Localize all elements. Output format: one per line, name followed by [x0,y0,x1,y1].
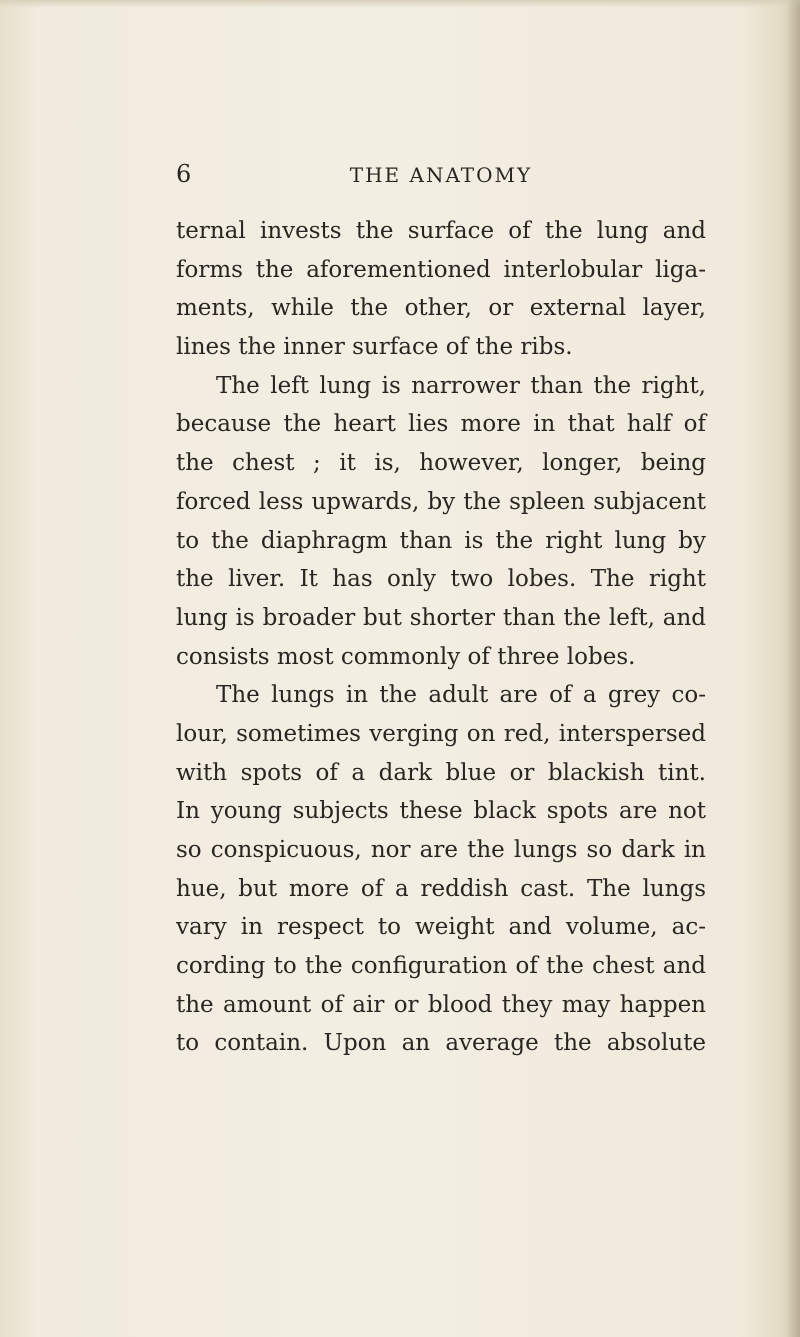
text-line: hue, but more of a reddish cast. The lungs [176,875,706,902]
text-line: the chest ; it is, however, longer, being [176,450,706,477]
text-line: forced less upwards, by the spleen subjacent [176,488,706,515]
text-line: lung is broader but shorter than the left, and [176,604,706,631]
text-line: consists most commonly of three lobes. [176,643,636,670]
text-line: vary in respect to weight and volume, ac- [176,914,706,941]
text-line: so conspicuous, nor are the lungs so dark in [176,837,706,863]
text-line: lines the inner surface of the ribs. [176,334,573,361]
body-text [176,212,706,1063]
text-line: ments, while the other, or external layer, [176,295,706,322]
text-line: The lungs in the adult are of a grey co- [216,682,706,709]
text-line: The left lung is narrower than the right, [216,372,706,399]
text-line: In young subjects these black spots are not [176,798,706,825]
text-line: because the heart lies more in that half of [176,411,706,438]
text-line: to contain. Upon an average the absolute [176,1030,706,1057]
running-head: THE ANATOMY [349,163,533,187]
text-line: the amount of air or blood they may happen [176,991,706,1018]
page-header [176,160,706,190]
text-line: with spots of a dark blue or blackish tint. [176,759,706,786]
text-line: the liver. It has only two lobes. The right [176,566,706,593]
page-top-shadow [0,0,800,8]
page-right-edge [786,0,800,1337]
text-line: to the diaphragm than is the right lung by [176,527,706,554]
page-number: 6 [176,160,193,188]
text-line: lour, sometimes verging on red, interspersed [176,720,706,747]
text-line: forms the aforementioned interlobular liga- [176,256,706,283]
text-line: cording to the configuration of the chest and [176,953,706,980]
text-line: ternal invests the surface of the lung and [176,218,706,244]
